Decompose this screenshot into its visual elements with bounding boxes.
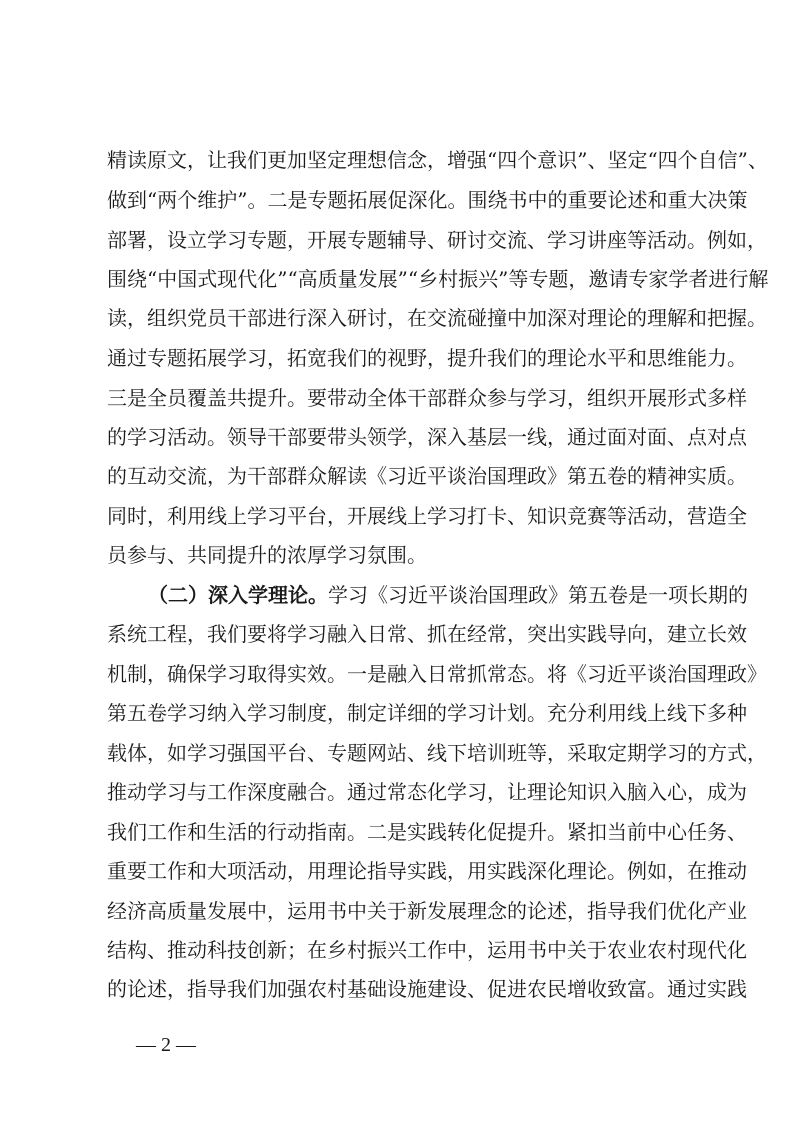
section-first-line <box>148 580 748 610</box>
body-line: 机制，确保学习取得实效。一是融入日常抓常态。将《习近平谈治国理政》 <box>107 662 767 686</box>
body-line: 通过专题拓展学习，拓宽我们的视野，提升我们的理论水平和思维能力。 <box>107 346 747 370</box>
section-heading: （二）深入学理论。 <box>148 583 328 607</box>
section-first-line-text: 学习《习近平谈治国理政》第五卷是一项长期的 <box>328 583 748 607</box>
body-line: 载体，如学习强国平台、专题网站、线下培训班等，采取定期学习的方式， <box>107 741 767 765</box>
body-line: 第五卷学习纳入学习制度，制定详细的学习计划。充分利用线上线下多种 <box>107 701 747 725</box>
body-line: 员参与、共同提升的浓厚学习氛围。 <box>107 543 427 567</box>
body-line: 的学习活动。领导干部要带头领学，深入基层一线，通过面对面、点对点 <box>107 425 747 449</box>
body-line: 同时，利用线上学习平台，开展线上学习打卡、知识竞赛等活动，营造全 <box>107 504 747 528</box>
body-line: 精读原文，让我们更加坚定理想信念，增强“四个意识”、坚定“四个自信”、 <box>107 148 768 172</box>
body-line: 的互动交流，为干部群众解读《习近平谈治国理政》第五卷的精神实质。 <box>107 464 747 488</box>
page-number: — 2 — <box>136 1034 196 1056</box>
body-line: 做到“两个维护”。二是专题拓展促深化。围绕书中的重要论述和重大决策 <box>107 188 748 212</box>
body-line: 部署，设立学习专题，开展专题辅导、研讨交流、学习讲座等活动。例如， <box>107 228 767 252</box>
body-line: 围绕“中国式现代化”“高质量发展”“乡村振兴”等专题，邀请专家学者进行解 <box>107 267 769 291</box>
body-line: 重要工作和大项活动，用理论指导实践，用实践深化理论。例如，在推动 <box>107 859 747 883</box>
body-line: 经济高质量发展中，运用书中关于新发展理念的论述，指导我们优化产业 <box>107 899 747 923</box>
body-line: 结构、推动科技创新；在乡村振兴工作中，运用书中关于农业农村现代化 <box>107 938 747 962</box>
body-line: 我们工作和生活的行动指南。二是实践转化促提升。紧扣当前中心任务、 <box>107 820 747 844</box>
body-line: 的论述，指导我们加强农村基础设施建设、促进农民增收致富。通过实践 <box>107 977 747 1001</box>
body-line: 读，组织党员干部进行深入研讨，在交流碰撞中加深对理论的理解和把握。 <box>107 306 767 330</box>
body-line: 系统工程，我们要将学习融入日常、抓在经常，突出实践导向，建立长效 <box>107 622 747 646</box>
body-line: 推动学习与工作深度融合。通过常态化学习，让理论知识入脑入心，成为 <box>107 780 747 804</box>
body-line: 三是全员覆盖共提升。要带动全体干部群众参与学习，组织开展形式多样 <box>107 386 747 410</box>
